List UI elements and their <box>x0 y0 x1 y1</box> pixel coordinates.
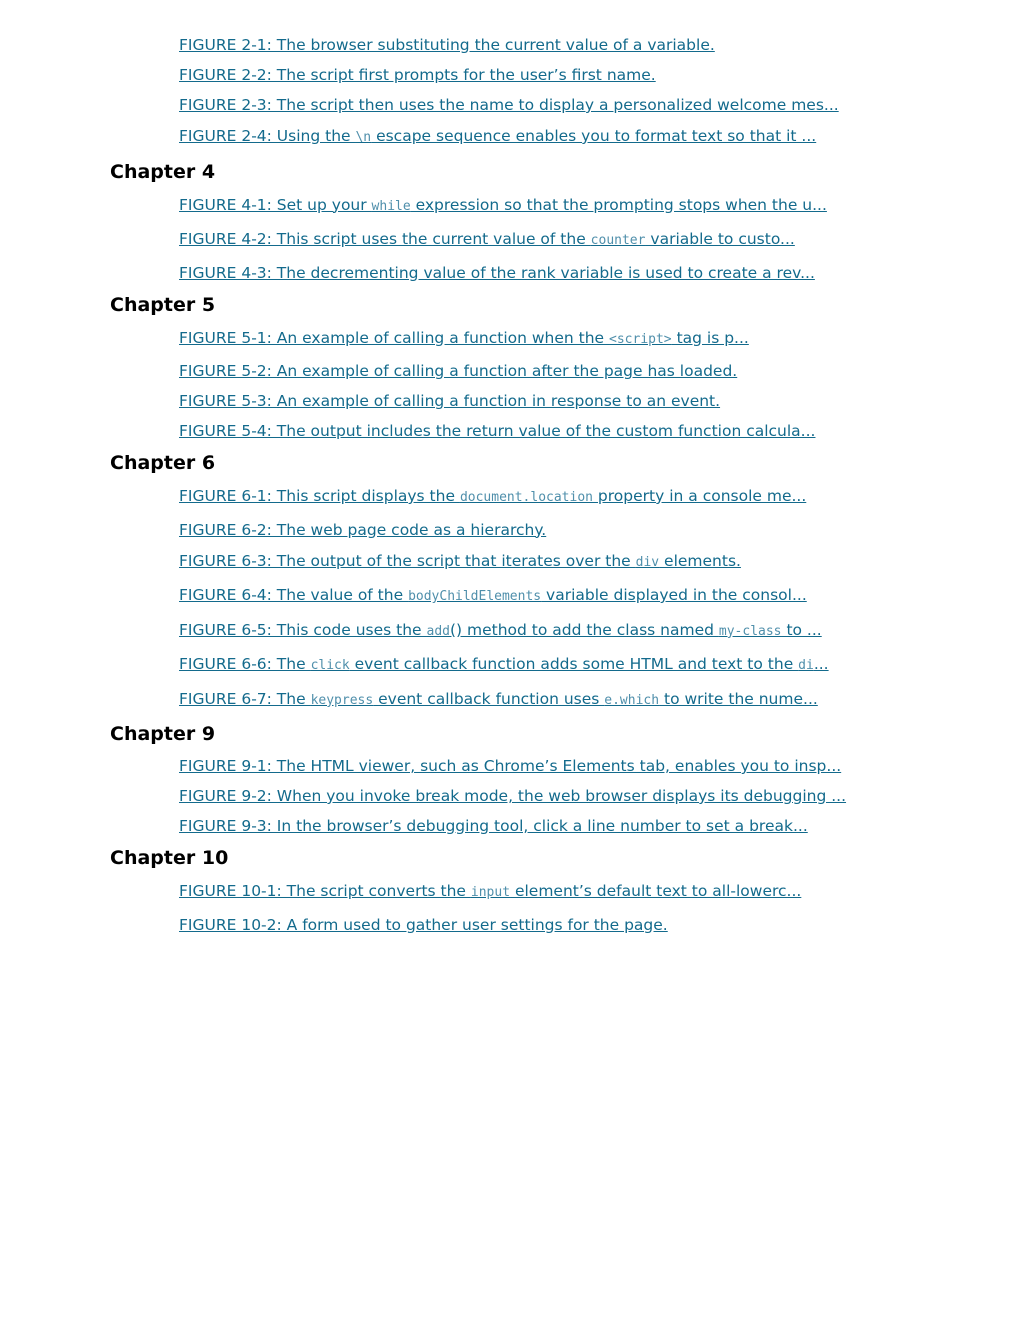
code-term: counter <box>590 233 646 248</box>
figure-caption-text: FIGURE 5-3: An example of calling a function in response to an event. <box>179 392 721 410</box>
chapter-heading: Chapter 5 <box>110 293 216 316</box>
figure-caption-text: FIGURE 9-3: In the browser’s debugging tool, click a line number to set a break... <box>179 817 808 835</box>
figure-caption-text: property in a console me... <box>593 487 807 505</box>
figure-caption-text: FIGURE 6-6: The <box>179 655 311 673</box>
figure-caption-text: elements. <box>659 551 741 570</box>
figure-caption-text: FIGURE 5-1: An example of calling a function when the <box>179 328 610 347</box>
figure-caption-text: to ... <box>781 620 822 639</box>
figure-list <box>110 30 990 155</box>
figure-link[interactable] <box>179 586 807 604</box>
figure-caption-text: escape sequence enables you to format text so that it ... <box>371 127 817 145</box>
figure-link[interactable] <box>179 655 829 673</box>
chapter-heading: Chapter 4 <box>110 160 216 183</box>
chapter-section <box>110 30 990 155</box>
figure-caption-text: FIGURE 2-3: The script then uses the name to display a personalized welcome mes... <box>179 96 839 114</box>
code-term: <script> <box>609 331 672 347</box>
figure-link[interactable] <box>179 422 815 440</box>
figure-caption-text: element’s default text to all-lowerc... <box>510 882 802 900</box>
chapter-section <box>110 451 990 717</box>
figure-link[interactable] <box>179 127 816 145</box>
figure-link[interactable] <box>179 690 818 708</box>
figure-caption-text: FIGURE 9-1: The HTML viewer, such as Chrome’s Elements tab, enables you to insp... <box>179 757 842 775</box>
list-item <box>179 223 990 258</box>
figure-caption-text: variable to custo... <box>645 230 795 248</box>
figure-caption-text: to write the nume... <box>659 689 818 708</box>
figure-link[interactable] <box>179 817 808 835</box>
code-term: my-class <box>718 623 782 639</box>
code-term: while <box>371 198 411 214</box>
figure-caption-text: event callback function adds some HTML and text to the <box>349 655 799 673</box>
chapter-section <box>110 293 990 447</box>
list-item <box>179 545 990 580</box>
figure-list <box>110 480 990 717</box>
figure-link[interactable] <box>179 787 846 805</box>
list-item <box>179 781 990 811</box>
figure-link[interactable] <box>179 882 801 900</box>
list-item <box>179 683 990 718</box>
figure-link[interactable] <box>179 230 795 248</box>
list-item <box>179 875 990 910</box>
figure-caption-text: FIGURE 5-2: An example of calling a function after the page has loaded. <box>179 362 738 380</box>
figure-caption-text: FIGURE 10-1: The script converts the <box>179 882 471 900</box>
figure-caption-text: FIGURE 2-4: Using the <box>179 127 356 145</box>
figure-caption-text: FIGURE 6-7: The <box>179 689 311 708</box>
figure-caption-text: event callback function uses <box>373 689 605 708</box>
figure-caption-text: ... <box>813 655 829 673</box>
code-term: click <box>310 658 350 673</box>
chapter-heading: Chapter 9 <box>110 723 216 745</box>
figure-list <box>110 322 990 447</box>
list-item <box>179 579 990 614</box>
list-item <box>179 614 990 649</box>
list-item <box>179 189 990 224</box>
list-item <box>179 60 990 90</box>
figure-caption-text: FIGURE 6-3: The output of the script that iterates over the <box>179 551 636 570</box>
figure-caption-text: FIGURE 4-3: The decrementing value of the rank variable is used to create a rev... <box>179 263 815 282</box>
code-term: keypress <box>310 692 374 708</box>
list-item <box>179 120 990 155</box>
list-item <box>179 648 990 683</box>
figure-caption-text: tag is p... <box>671 328 749 347</box>
list-of-figures <box>110 30 990 940</box>
list-item <box>179 258 990 288</box>
chapter-heading: Chapter 6 <box>110 452 216 474</box>
code-term: di <box>798 658 814 673</box>
figure-caption-text: () method to add the class named <box>450 620 719 639</box>
figure-link[interactable] <box>179 329 749 347</box>
figure-caption-text: FIGURE 9-2: When you invoke break mode, the web browser displays its debugging ... <box>179 787 847 805</box>
figure-link[interactable] <box>179 264 815 282</box>
chapter-section <box>110 846 990 940</box>
figure-caption-text: FIGURE 4-1: Set up your <box>179 195 372 214</box>
list-item <box>179 515 990 545</box>
chapter-section <box>110 160 990 288</box>
figure-link[interactable] <box>179 521 546 539</box>
figure-caption-text: FIGURE 4-2: This script uses the current value of the <box>179 230 591 248</box>
list-item <box>179 811 990 841</box>
list-item <box>179 910 990 940</box>
code-term: document.location <box>459 490 593 505</box>
code-term: div <box>635 554 660 570</box>
list-item <box>179 356 990 386</box>
figure-list <box>110 875 990 940</box>
chapter-heading: Chapter 10 <box>110 847 229 869</box>
figure-caption-text: expression so that the prompting stops when the u... <box>410 195 827 214</box>
figure-caption-text: FIGURE 2-1: The browser substituting the current value of a variable. <box>179 36 715 54</box>
figure-link[interactable] <box>179 36 715 54</box>
figure-link[interactable] <box>179 487 806 505</box>
figure-link[interactable] <box>179 916 668 934</box>
code-term: add <box>426 623 450 639</box>
chapter-section <box>110 722 990 841</box>
figure-link[interactable] <box>179 757 841 775</box>
list-item <box>179 416 990 446</box>
figure-caption-text: FIGURE 6-4: The value of the <box>179 586 409 604</box>
list-item <box>179 90 990 120</box>
list-item <box>179 30 990 60</box>
figure-link[interactable] <box>179 621 822 639</box>
figure-link[interactable] <box>179 552 741 570</box>
figure-caption-text: FIGURE 6-2: The web page code as a hierarchy. <box>179 520 547 539</box>
code-term: bodyChildElements <box>408 589 542 604</box>
figure-caption-text: FIGURE 2-2: The script first prompts for the user’s first name. <box>179 66 656 84</box>
figure-link[interactable] <box>179 96 839 114</box>
figure-caption-text: FIGURE 5-4: The output includes the return value of the custom function calcula... <box>179 422 816 440</box>
figure-list <box>110 189 990 288</box>
list-item <box>179 386 990 416</box>
list-item <box>179 322 990 357</box>
code-term: e.which <box>604 692 660 708</box>
list-item <box>179 480 990 515</box>
figure-caption-text: FIGURE 10-2: A form used to gather user settings for the page. <box>179 915 668 934</box>
figure-caption-text: variable displayed in the consol... <box>541 586 807 604</box>
code-term: \n <box>355 130 372 145</box>
code-term: input <box>470 885 511 900</box>
figure-link[interactable] <box>179 196 827 214</box>
figure-caption-text: FIGURE 6-1: This script displays the <box>179 487 460 505</box>
figure-link[interactable] <box>179 66 656 84</box>
list-item <box>179 751 990 781</box>
figure-caption-text: FIGURE 6-5: This code uses the <box>179 620 427 639</box>
figure-link[interactable] <box>179 392 720 410</box>
figure-list <box>110 751 990 841</box>
figure-link[interactable] <box>179 362 737 380</box>
